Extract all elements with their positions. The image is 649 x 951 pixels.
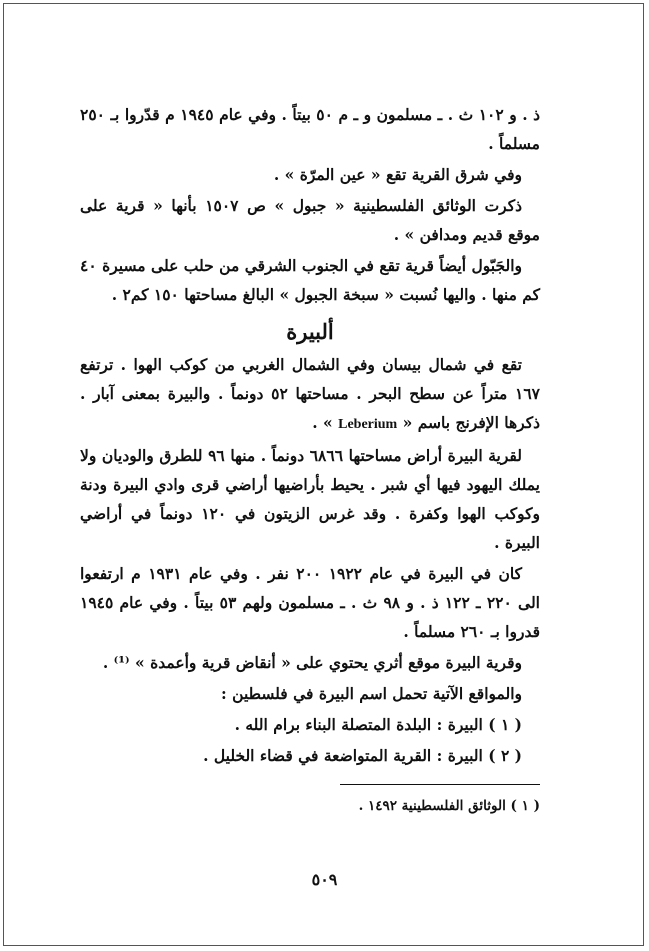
- footnote: ( ١ ) الوثائق الفلسطينية ١٤٩٢ .: [358, 798, 540, 814]
- section-heading: ألبيرة: [286, 319, 334, 344]
- paragraph-population: ذ . و ١٠٢ ث . ـ مسلمون و ـ م ٥٠ بيتاً . وفي عام ١٩٤٥ م قدّروا بـ ٢٥٠ مسلماً .: [80, 105, 541, 153]
- document-page: [80, 100, 540, 817]
- paragraph-spring: وفي شرق القرية تقع « عين المرّة » .: [273, 165, 522, 184]
- location-text-end: » .: [312, 413, 333, 432]
- paragraph-jabbul: والجَبّول أيضاً قرية تقع في الجنوب الشرقي من حلب على مسيرة ٤٠ كم منها . واليها نُسبت « سبخة الجبول » البالغ مساحتها ١٥٠ كم٢ .: [80, 256, 540, 304]
- paragraph-location: [80, 350, 540, 439]
- paragraph-census: كان في البيرة في عام ١٩٢٢ ٢٠٠ نفر . وفي عام ١٩٣١ م ارتفعوا الى ٢٢٠ ـ ١٢٢ ذ . و ٩٨ ث . ـ مسلمون ولهم ٥٣ بيتاً . وفي عام ١٩٤٥ قدروا بـ ٢٦٠ مسلماً .: [80, 564, 540, 641]
- location-text: تقع في شمال بيسان وفي الشمال الغربي من كوكب الهوا . ترتفع ١٦٧ متراً عن سطح البحر . مساحتها ٥٢ دونماً . والبيرة بمعنى آبار . ذكرها الإفرنج باسم «: [80, 355, 540, 432]
- paragraph-documents: ذكرت الوثائق الفلسطينية « جبول » ص ١٥٠٧ بأنها « قرية على موقع قديم ومدافن » .: [80, 196, 540, 244]
- latin-name: Leberium: [338, 417, 398, 432]
- footnote-divider: [340, 784, 540, 785]
- paragraph-archaeology: وقرية البيرة موقع أثري يحتوي على « أنقاض قرية وأعمدة » ⁽¹⁾ .: [102, 653, 522, 672]
- list-item: ( ٢ ) البيرة : القرية المتواضعة في قضاء الخليل .: [203, 746, 522, 765]
- paragraph-sites-intro: والمواقع الآتية تحمل اسم البيرة في فلسطين :: [221, 684, 522, 703]
- paragraph-lands: لقرية البيرة أراض مساحتها ٦٨٦٦ دونماً . منها ٩٦ للطرق والوديان ولا يملك اليهود فيها أي شبر . يحيط بأراضيها أراضي قرى وادي البيرة ودنة وكوكب الهوا وكفرة . وقد غرس الزيتون في ١٢٠ دونماً في أراضي البيرة .: [80, 446, 540, 552]
- page-number: ٥٠٩: [311, 870, 338, 889]
- list-item: ( ١ ) البيرة : البلدة المتصلة البناء برام الله .: [234, 715, 522, 734]
